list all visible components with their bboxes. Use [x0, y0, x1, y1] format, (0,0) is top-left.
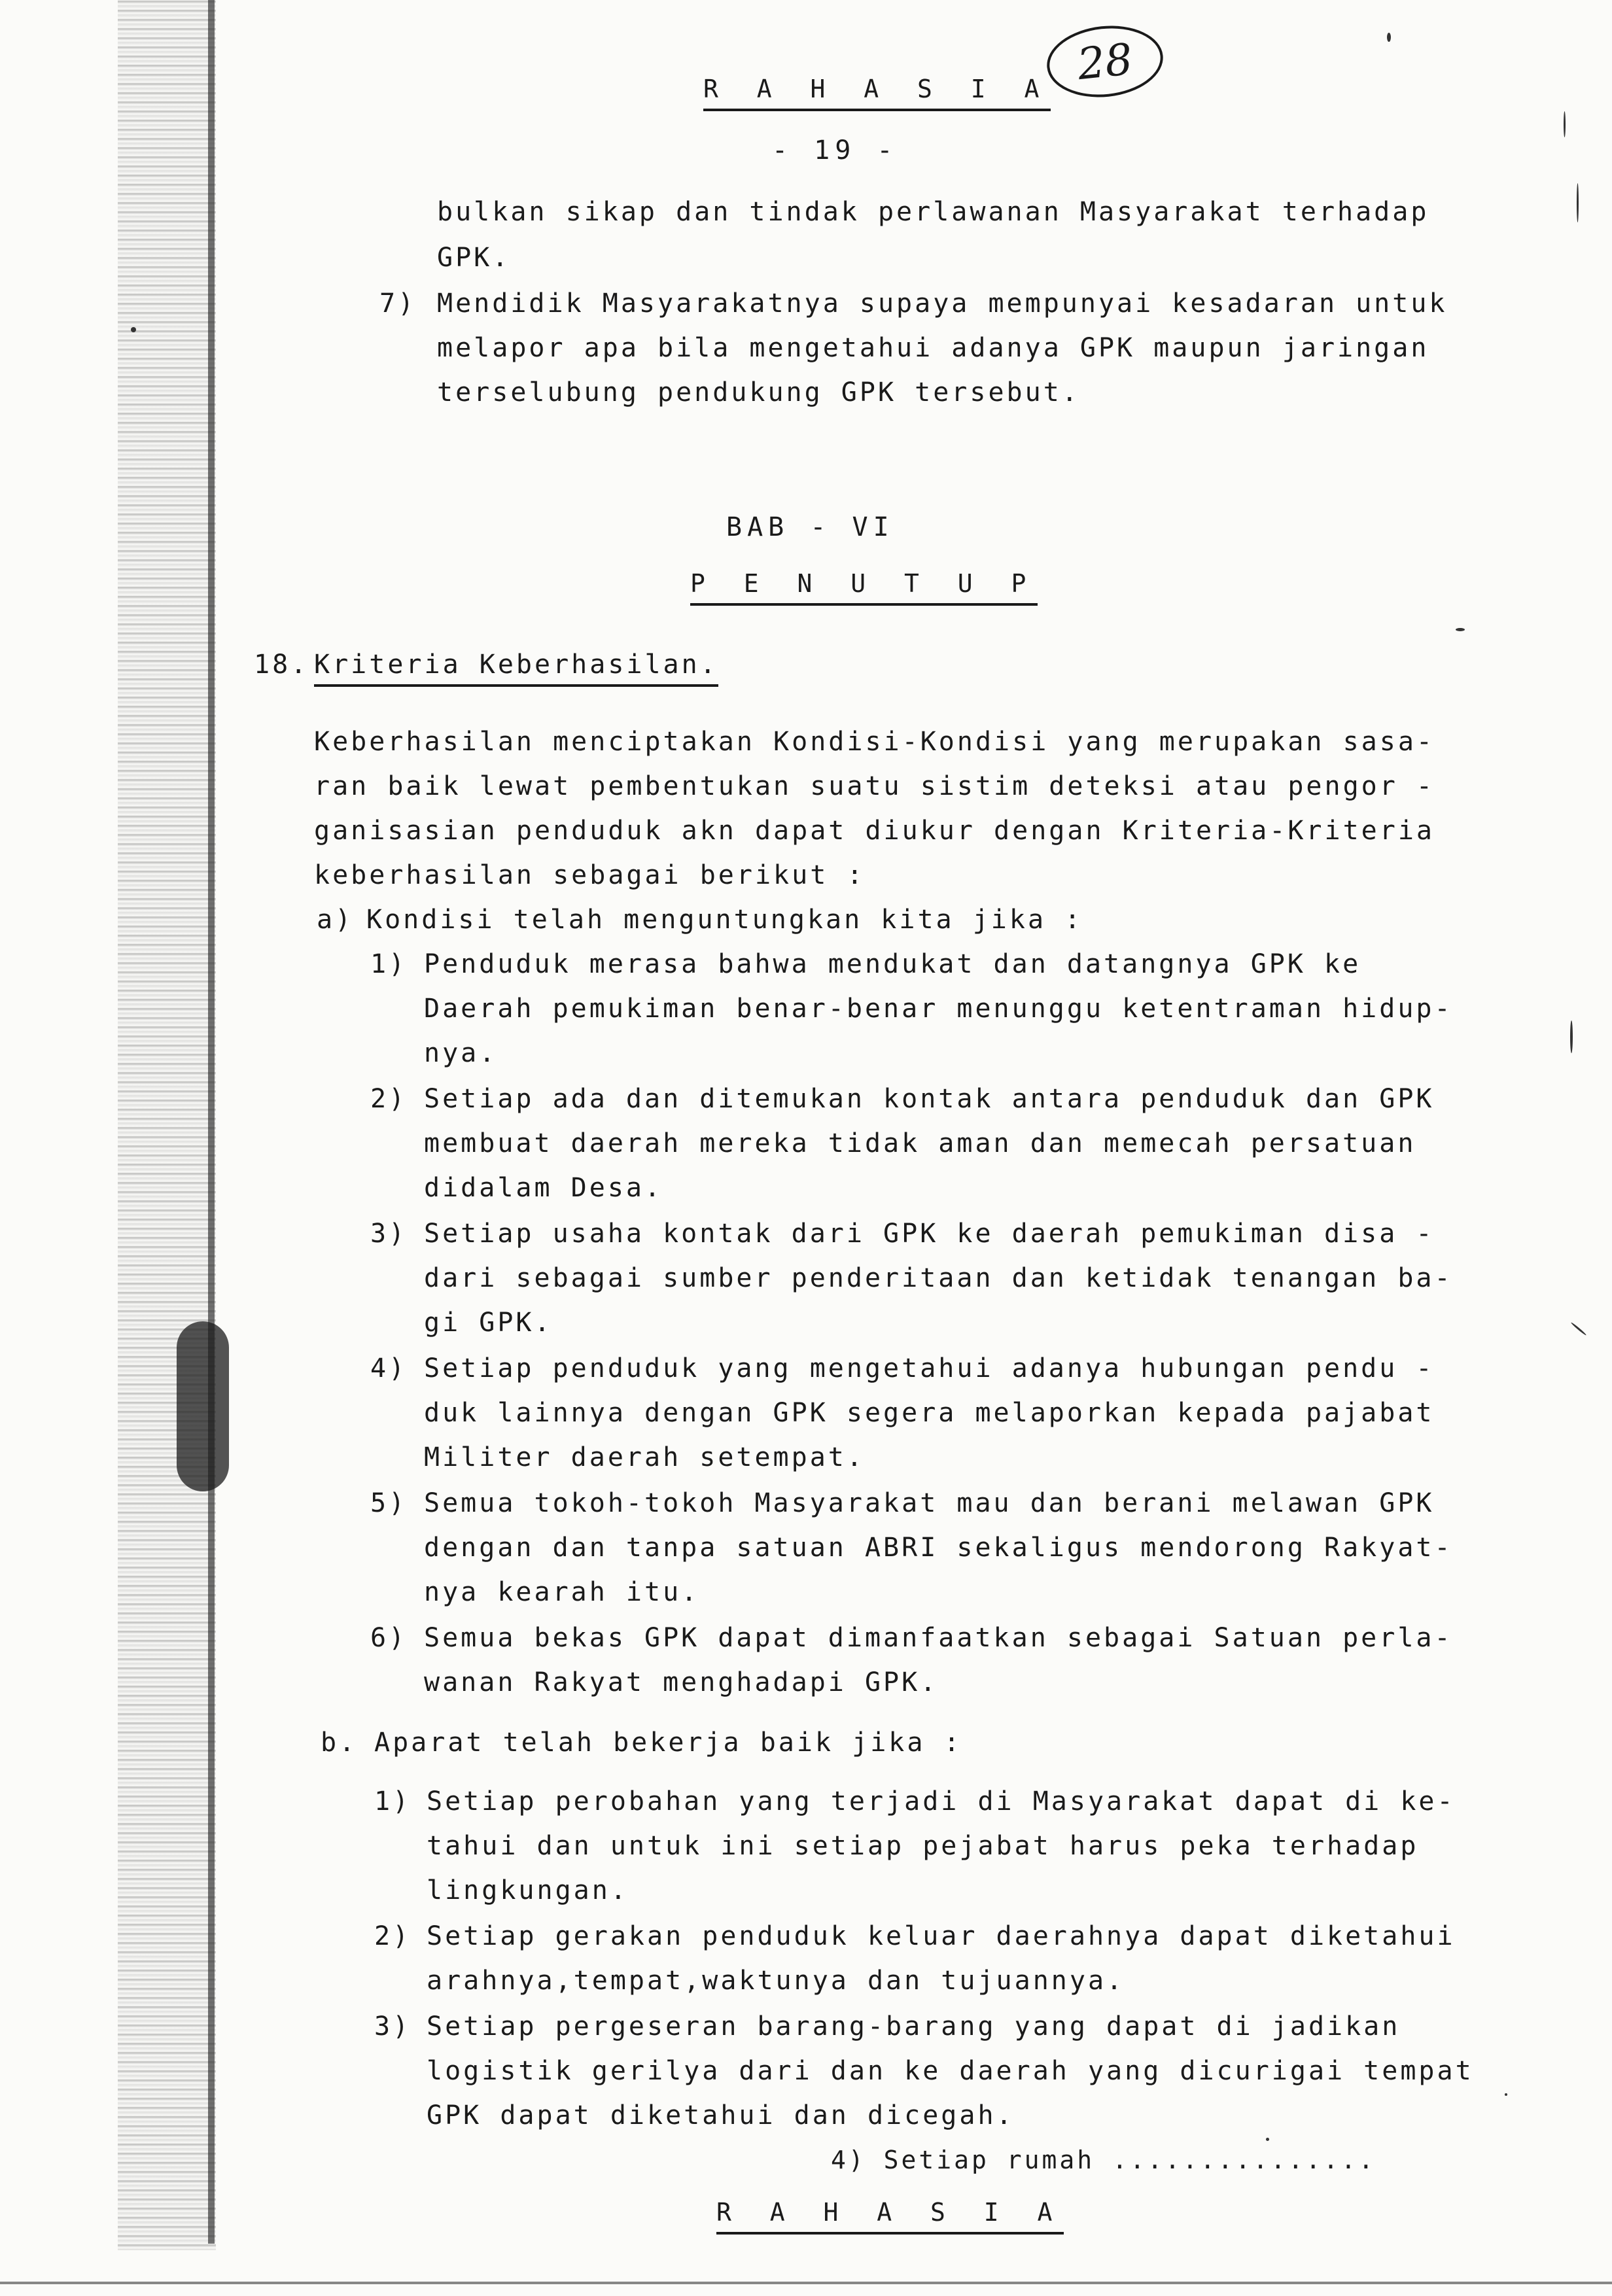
- item7-number: 7): [379, 288, 417, 319]
- a5-line-3: nya kearah itu.: [424, 1577, 700, 1607]
- a5-number: 5): [370, 1488, 408, 1518]
- b2-line-2: arahnya,tempat,waktunya dan tujuannya.: [427, 1966, 1125, 1996]
- scan-speck: [1505, 2093, 1507, 2096]
- a2-line-1: Setiap ada dan ditemukan kontak antara penduduk dan GPK: [424, 1084, 1435, 1114]
- a1-line-2: Daerah pemukiman benar-benar menunggu ketentraman hidup-: [424, 994, 1453, 1024]
- binding-spine: [208, 0, 215, 2244]
- page-number: - 19 -: [772, 135, 898, 165]
- b3-line-2: logistik gerilya dari dan ke daerah yang dicurigai tempat: [427, 2056, 1474, 2086]
- scan-speck: [1387, 33, 1391, 42]
- a6-number: 6): [370, 1623, 408, 1653]
- b1-line-2: tahui dan untuk ini setiap pejabat harus peka terhadap: [427, 1831, 1419, 1861]
- paragraph-line-4: keberhasilan sebagai berikut :: [314, 860, 866, 890]
- intro-line-2: GPK.: [437, 243, 511, 273]
- chapter-title: P E N U T U P: [690, 568, 1038, 606]
- b3-line-3: GPK dapat diketahui dan dicegah.: [427, 2100, 1015, 2131]
- b1-line-1: Setiap perobahan yang terjadi di Masyarakat dapat di ke-: [427, 1786, 1456, 1817]
- binding-ink-blot: [177, 1321, 229, 1491]
- scan-speck: [131, 327, 136, 332]
- intro-line-1: bulkan sikap dan tindak perlawanan Masyarakat terhadap: [437, 197, 1429, 227]
- b2-number: 2): [374, 1921, 412, 1951]
- scan-speck: [1577, 183, 1579, 222]
- a3-number: 3): [370, 1219, 408, 1249]
- b3-line-1: Setiap pergeseran barang-barang yang dapat di jadikan: [427, 2011, 1401, 2042]
- scan-speck: [1456, 628, 1465, 631]
- part-a-label: a): [317, 905, 354, 935]
- a3-line-3: gi GPK.: [424, 1308, 553, 1338]
- part-b-heading: Aparat telah bekerja baik jika :: [374, 1728, 962, 1758]
- part-b-label: b.: [321, 1728, 358, 1758]
- b1-number: 1): [374, 1786, 412, 1817]
- b2-line-1: Setiap gerakan penduduk keluar daerahnya dapat diketahui: [427, 1921, 1456, 1951]
- binding-edge: [118, 0, 216, 2250]
- chapter-label: BAB - VI: [726, 512, 894, 542]
- scan-speck: [1266, 2138, 1269, 2141]
- a1-number: 1): [370, 949, 408, 979]
- a5-line-1: Semua tokoh-tokoh Masyarakat mau dan berani melawan GPK: [424, 1488, 1435, 1518]
- paragraph-line-2: ran baik lewat pembentukan suatu sistim deteksi atau pengor -: [314, 771, 1435, 801]
- paragraph-line-1: Keberhasilan menciptakan Kondisi-Kondisi yang merupakan sasa-: [314, 727, 1435, 757]
- part-a-heading: Kondisi telah menguntungkan kita jika :: [366, 905, 1083, 935]
- continuation-catchword: 4) Setiap rumah ...............: [831, 2146, 1376, 2174]
- b1-line-3: lingkungan.: [427, 1875, 629, 1905]
- scan-speck: [1564, 111, 1566, 137]
- a4-line-1: Setiap penduduk yang mengetahui adanya hubungan pendu -: [424, 1353, 1435, 1383]
- a6-line-1: Semua bekas GPK dapat dimanfaatkan sebagai Satuan perla-: [424, 1623, 1453, 1653]
- a1-line-1: Penduduk merasa bahwa mendukat dan datangnya GPK ke: [424, 949, 1361, 979]
- scan-speck: [1570, 1020, 1573, 1053]
- item7-line-1: Mendidik Masyarakatnya supaya mempunyai kesadaran untuk: [437, 288, 1448, 319]
- a6-line-2: wanan Rakyat menghadapi GPK.: [424, 1667, 939, 1697]
- classification-top: R A H A S I A: [703, 73, 1051, 111]
- a2-number: 2): [370, 1084, 408, 1114]
- a2-line-2: membuat daerah mereka tidak aman dan memecah persatuan: [424, 1128, 1416, 1158]
- b3-number: 3): [374, 2011, 412, 2042]
- page-stamp-circle: [1043, 20, 1166, 103]
- a1-line-3: nya.: [424, 1038, 498, 1068]
- section18-number: 18.: [254, 650, 309, 680]
- a4-line-3: Militer daerah setempat.: [424, 1442, 865, 1472]
- a2-line-3: didalam Desa.: [424, 1173, 663, 1203]
- item7-line-2: melapor apa bila mengetahui adanya GPK maupun jaringan: [437, 333, 1429, 363]
- a4-line-2: duk lainnya dengan GPK segera melaporkan kepada pajabat: [424, 1398, 1435, 1428]
- item7-line-3: terselubung pendukung GPK tersebut.: [437, 377, 1080, 408]
- a4-number: 4): [370, 1353, 408, 1383]
- page-stamp-number: 28: [1075, 33, 1135, 90]
- a3-line-1: Setiap usaha kontak dari GPK ke daerah pemukiman disa -: [424, 1219, 1435, 1249]
- scan-speck: [1571, 1322, 1587, 1336]
- section18-title: Kriteria Keberhasilan.: [314, 649, 718, 687]
- scan-bottom-edge: [0, 2282, 1612, 2284]
- classification-bottom: R A H A S I A: [716, 2197, 1064, 2235]
- paragraph-line-3: ganisasian penduduk akn dapat diukur dengan Kriteria-Kriteria: [314, 816, 1435, 846]
- a3-line-2: dari sebagai sumber penderitaan dan ketidak tenangan ba-: [424, 1263, 1453, 1293]
- a5-line-2: dengan dan tanpa satuan ABRI sekaligus mendorong Rakyat-: [424, 1533, 1453, 1563]
